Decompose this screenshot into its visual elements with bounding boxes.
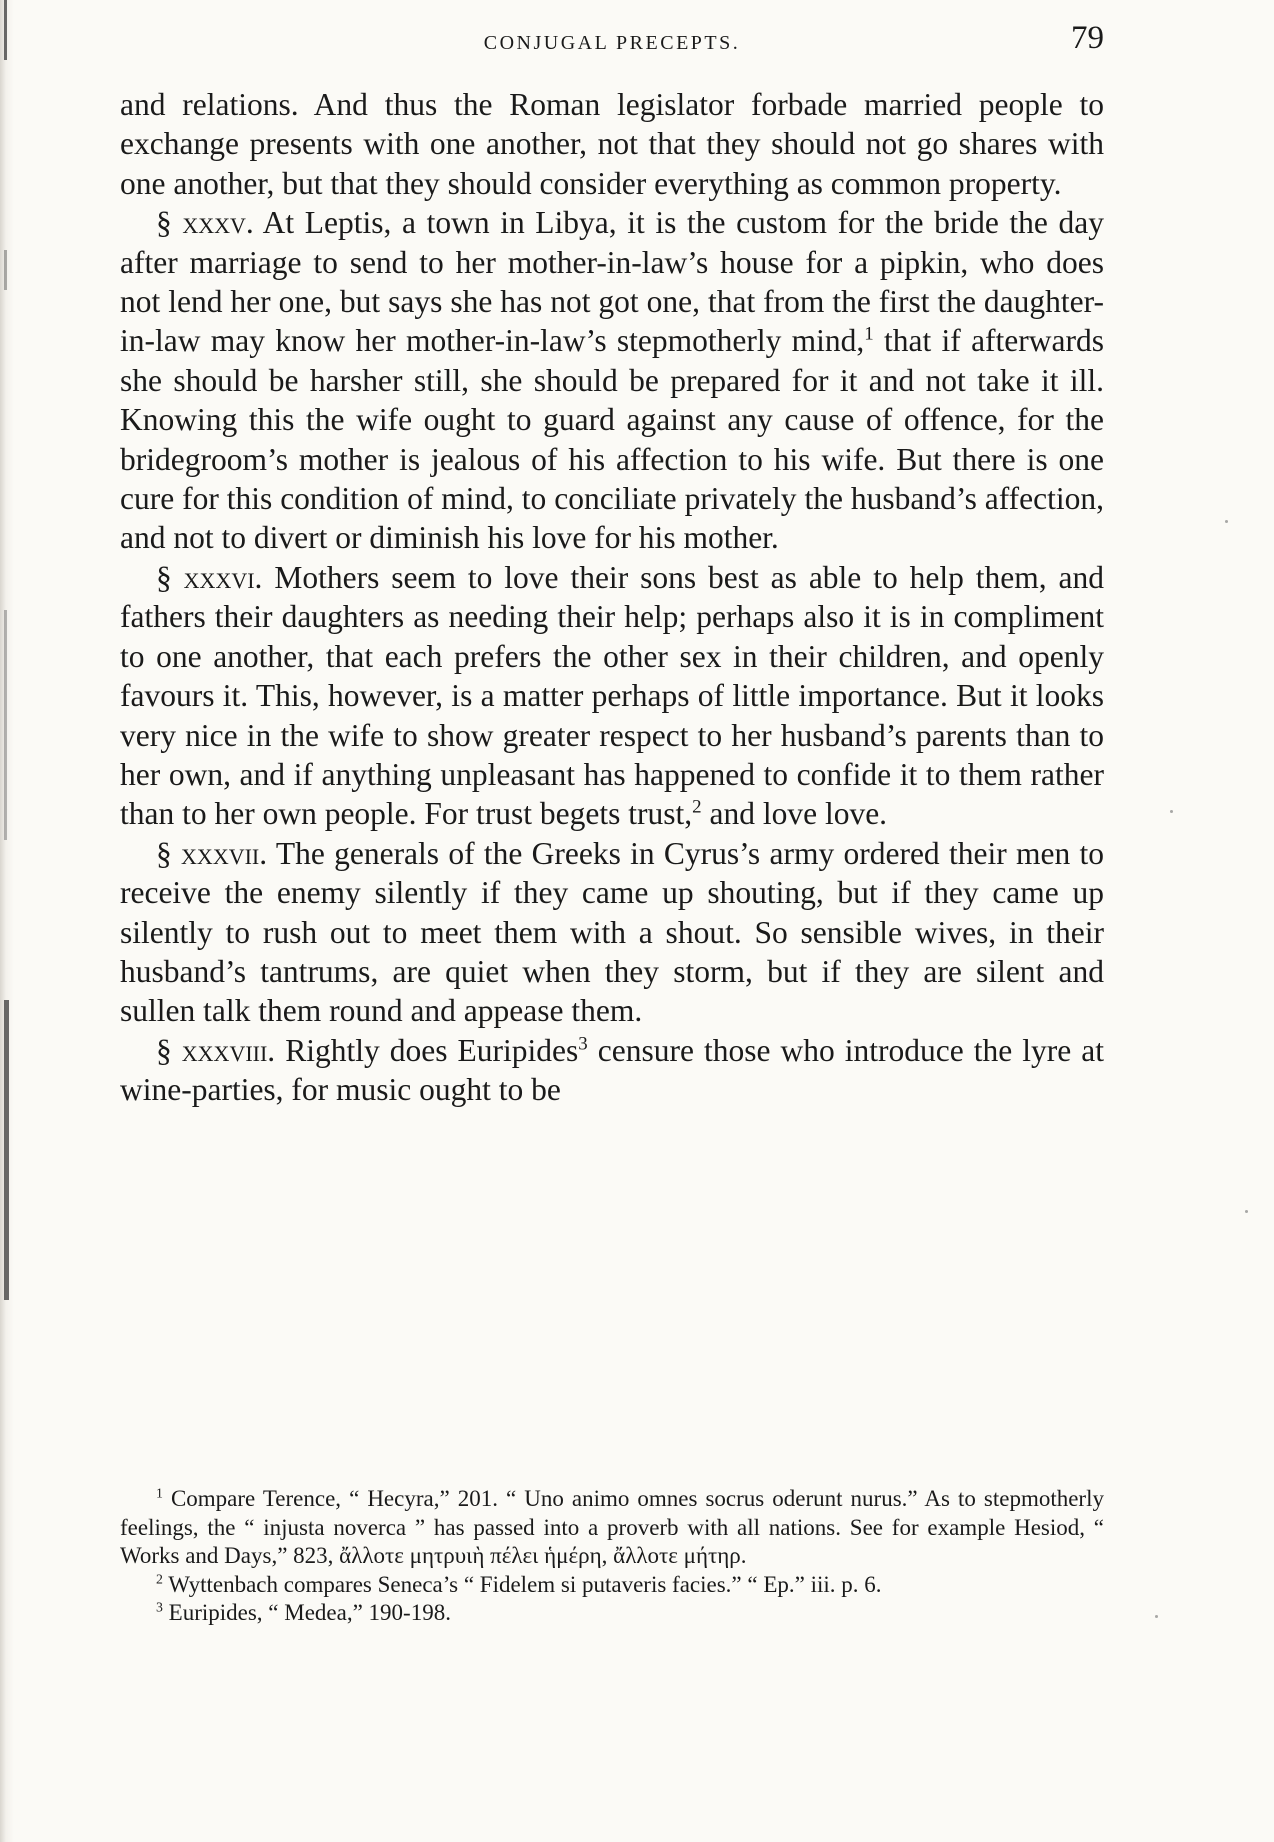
- footnote-number: 1: [156, 1485, 163, 1501]
- section-mark: §: [156, 835, 172, 871]
- footnote-text: Euripides, “ Medea,” 190-198.: [168, 1600, 451, 1625]
- binding-gutter: [0, 0, 26, 1842]
- gutter-shadow-mark: [4, 0, 7, 60]
- paragraph-text: Rightly does Euripides: [285, 1032, 579, 1068]
- gutter-shadow-mark: [4, 250, 7, 290]
- paragraph-text: that if afterwards she should be harsher still, she should be prepared for it and not take it ill. Knowing this the wife ought to guard against any cause of offence, for the bridegroom’s mother is jealous of his affection to his wife. But there is one cure for this condition of mind, to conciliate privately the husband’s affection, and not to divert or diminish his love for his mother.: [120, 323, 1104, 556]
- footnote-number: 2: [156, 1570, 163, 1586]
- section-paragraph: [120, 1031, 1104, 1110]
- paper-speck: [1245, 1210, 1248, 1213]
- section-mark: §: [156, 205, 172, 241]
- section-number: xxxvii.: [181, 835, 268, 871]
- footnote: [120, 1571, 1104, 1600]
- footnote: [120, 1599, 1104, 1628]
- footnote: [120, 1485, 1104, 1571]
- section-mark: §: [156, 1032, 172, 1068]
- section-mark: §: [156, 559, 172, 595]
- footnote-reference[interactable]: 3: [578, 1033, 588, 1055]
- footnote-reference[interactable]: 2: [692, 796, 702, 818]
- paper-speck: [1225, 520, 1228, 523]
- section-number: xxxviii.: [181, 1032, 276, 1068]
- footnote-text: Compare Terence, “ Hecyra,” 201. “ Uno animo omnes socrus oderunt nurus.” As to stepmotherly feelings, the “ injusta noverca ” has passed into a proverb with all nations. See for example Hesiod, “ Works and Days,” 823, ἄλλοτε μητρυιὴ πέλει ἡμέρη, ἄλλοτε μήτηρ.: [120, 1486, 1104, 1568]
- footnotes: [120, 1485, 1104, 1628]
- paragraph-text: At Leptis, a town in Libya, it is the custom for the bride the day after marriage to send to her mother-in-law’s house for a pipkin, who does not lend her one, but says she has not got one, that from the first the daughter-in-law may know her mother-in-law’s stepmotherly mind,: [120, 205, 1104, 359]
- page-number: 79: [1071, 20, 1104, 56]
- paragraph-text: and love love.: [701, 796, 888, 832]
- running-head: CONJUGAL PRECEPTS.: [483, 32, 741, 54]
- paragraph-text: The generals of the Greeks in Cyrus’s army ordered their men to receive the enemy silently if they came up shouting, but if they came up silently to rush out to meet them with a shout. So sensible wives, in their husband’s tantrums, are quiet when they storm, but if they are silent and sullen talk them round and appease them.: [120, 835, 1104, 1029]
- footnote-number: 3: [156, 1599, 163, 1615]
- gutter-shadow-mark: [4, 1000, 9, 1300]
- footnote-text: Wyttenbach compares Seneca’s “ Fidelem si putaveris facies.” “ Ep.” iii. p. 6.: [168, 1571, 882, 1597]
- gutter-shadow-mark: [4, 610, 7, 840]
- section-paragraph: [120, 203, 1104, 558]
- paragraph-text: censure those who introduce the lyre at wine-parties, for music ought to be: [120, 1032, 1105, 1108]
- section-number: xxxv.: [182, 205, 254, 241]
- body-text: [120, 85, 1104, 1110]
- paragraph: [120, 85, 1104, 203]
- section-paragraph: [120, 558, 1104, 834]
- paper-speck: [1155, 1615, 1158, 1618]
- paragraph-text: and relations. And thus the Roman legislator forbade married people to exchange presents with one another, not that they should not go shares with one another, but that they should consider everything as common property.: [120, 87, 1104, 201]
- footnote-reference[interactable]: 1: [864, 323, 874, 345]
- page-header: [120, 18, 1104, 64]
- paragraph-text: Mothers seem to love their sons best as able to help them, and fathers their daughters as needing their help; perhaps also it is in compliment to one another, that each prefers the other sex in their children, and openly favours it. This, however, is a matter perhaps of little importance. But it looks very nice in the wife to show greater respect to her husband’s parents than to her own, and if anything unpleasant has happened to confide it to them rather than to her own people. For trust begets trust,: [120, 559, 1105, 832]
- section-paragraph: [120, 834, 1104, 1031]
- paper-speck: [1170, 810, 1173, 813]
- section-number: xxxvi.: [183, 559, 263, 595]
